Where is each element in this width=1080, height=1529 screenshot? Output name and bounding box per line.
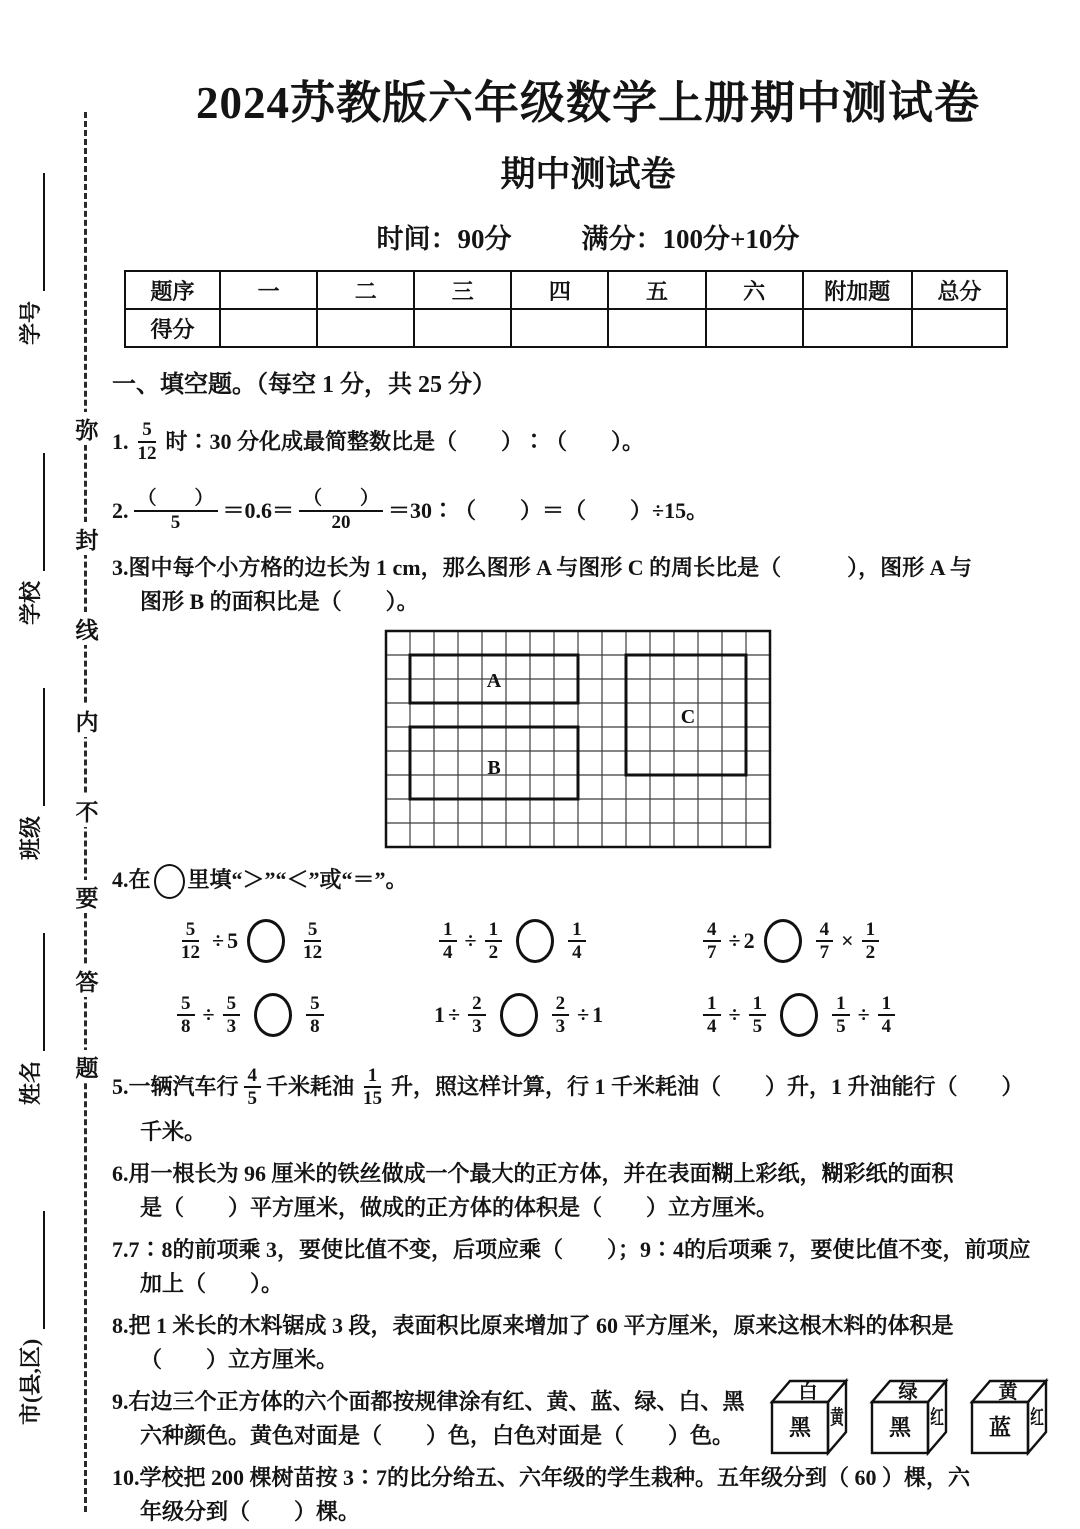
fraction: $\frac{( )}{5}$	[134, 488, 218, 534]
question-9-line2: 六种颜色。黄色对面是（ ）色，白色对面是（ ）色。	[140, 1423, 735, 1449]
seal-char: 要	[73, 880, 101, 913]
question-3-line2: 图形 B 的面积比是（ ）。	[140, 589, 419, 614]
cube-figure-3	[968, 1375, 1058, 1457]
fraction: $\frac{1}{5}$	[832, 993, 850, 1039]
question-5-post: 升，照这样计算，行 1 千米耗油（ ）升，1 升油能行（ ）	[391, 1074, 1024, 1100]
fraction: $\frac{1}{4}$	[439, 919, 457, 965]
cube-right-label: 红	[930, 1406, 944, 1430]
question-2-number: 2.	[112, 498, 129, 523]
question-2-eq2: ＝30∶（ ）＝（ ）÷15。	[388, 498, 709, 523]
score-table-score-row	[125, 309, 1007, 347]
fraction: $\frac{5}{8}$	[177, 993, 195, 1039]
divide-operator: ÷	[857, 1002, 870, 1028]
header-total: 总分	[912, 271, 1007, 309]
divide-operator: ÷	[464, 928, 477, 954]
district-blank	[41, 1211, 45, 1329]
class-label: 班级	[18, 815, 43, 860]
compare-circle-icon	[516, 919, 554, 963]
score-table-header-row	[125, 271, 1007, 309]
header-part-4: 四	[511, 271, 608, 309]
header-part-3: 三	[414, 271, 511, 309]
question-4-intro-pre: 在	[128, 867, 151, 892]
question-10-line1: 学校把 200 棵树苗按 3∶7的比分给五、六年级的学生栽种。五年级分到（ 60 ）棵，六	[139, 1465, 971, 1491]
cube-right-label: 红	[1030, 1406, 1044, 1430]
score-cell	[803, 309, 912, 347]
score-row-label: 得分	[125, 309, 220, 347]
section-1-heading: 一、填空题。（每空 1 分，共 25 分）	[112, 372, 496, 398]
cube-front-label: 黑	[788, 1415, 812, 1441]
fraction: $\frac{5}{3}$	[223, 993, 241, 1039]
divide-operator: ÷	[212, 928, 225, 954]
question-5	[112, 1059, 1064, 1149]
cube-figure-2	[868, 1375, 958, 1457]
question-7-line1: 7∶8的前项乘 3，要使比值不变，后项应乘（ ）；9∶4的后项乘 7，要使比值不变，前项应	[128, 1237, 1031, 1263]
fraction: $\frac{1}{2}$	[485, 919, 503, 965]
shape-c-label: C	[680, 706, 696, 728]
fraction: $\frac{5}{12}$	[137, 419, 157, 464]
seal-char: 题	[73, 1050, 101, 1083]
question-8	[112, 1309, 1064, 1377]
question-7-number: 7.	[112, 1237, 129, 1263]
question-1-text: 时∶30 分化成最简整数比是（ ）∶（ ）。	[165, 429, 645, 454]
district-field	[14, 1175, 45, 1425]
score-cell	[414, 309, 511, 347]
compare-expression-6	[698, 983, 900, 1047]
score-cell	[706, 309, 803, 347]
cube-front-label: 黑	[888, 1415, 912, 1441]
question-10-number: 10.	[112, 1465, 140, 1491]
fraction: $\frac{1}{2}$	[862, 919, 880, 965]
fraction: $\frac{4}{5}$	[244, 1065, 262, 1111]
district-label: 市(县,区)	[18, 1338, 43, 1425]
question-5-number: 5.	[112, 1074, 129, 1100]
school-field	[14, 435, 45, 625]
cube-top-label: 黄	[998, 1382, 1018, 1404]
cube-front-label: 蓝	[988, 1415, 1012, 1441]
question-6	[112, 1157, 1064, 1225]
seal-char: 弥	[73, 412, 101, 445]
school-blank	[41, 453, 45, 571]
score-cell	[912, 309, 1007, 347]
fraction: $\frac{4}{7}$	[703, 919, 721, 965]
question-5-mid: 千米耗油	[266, 1074, 355, 1100]
exam-info-line	[112, 217, 1064, 256]
scalar: 1	[434, 1002, 445, 1028]
fraction: $\frac{( )}{20}$	[299, 488, 383, 534]
cube-figure-1	[768, 1375, 858, 1457]
question-9-line1: 右边三个正方体的六个面都按规律涂有红、黄、蓝、绿、白、黑	[128, 1389, 745, 1415]
test-paper	[112, 0, 1064, 1529]
grid-figure	[384, 629, 772, 849]
question-4	[112, 863, 1064, 1047]
compare-circle-icon	[780, 993, 818, 1037]
fraction: $\frac{2}{3}$	[468, 993, 486, 1039]
question-7	[112, 1233, 1064, 1301]
question-5-pre: 一辆汽车行	[128, 1074, 239, 1100]
fraction: $\frac{1}{5}$	[749, 993, 767, 1039]
divide-operator: ÷	[728, 928, 741, 954]
seal-char: 封	[73, 522, 101, 555]
score-cell	[317, 309, 414, 347]
header-part-5: 五	[608, 271, 705, 309]
fraction: $\frac{2}{3}$	[552, 993, 570, 1039]
compare-circle-icon	[500, 993, 538, 1037]
compare-circle-icon	[764, 919, 802, 963]
divide-operator: ÷	[728, 1002, 741, 1028]
page-title: 2024苏教版六年级数学上册期中测试卷	[195, 78, 980, 128]
score-table	[124, 270, 1008, 348]
score-cell	[608, 309, 705, 347]
header-part-2: 二	[317, 271, 414, 309]
compare-circle-icon	[254, 993, 292, 1037]
seal-char: 不	[73, 794, 101, 827]
question-4-number: 4.	[112, 867, 129, 892]
question-7-line2: 加上（ ）。	[140, 1271, 284, 1297]
student-id-label: 学号	[18, 300, 43, 345]
seal-char: 内	[73, 704, 101, 737]
question-4-intro-post: 里填“＞”“＜”或“＝”。	[187, 867, 408, 892]
multiply-operator: ×	[841, 928, 854, 954]
class-blank	[41, 688, 45, 806]
question-6-line1: 用一根长为 96 厘米的铁丝做成一个最大的正方体，并在表面糊上彩纸，糊彩纸的面积	[128, 1161, 954, 1187]
cube-right-label: 黄	[830, 1406, 844, 1430]
fraction: $\frac{1}{4}$	[703, 993, 721, 1039]
school-label: 学校	[18, 580, 43, 625]
scalar: 2	[743, 928, 755, 954]
fraction: $\frac{5}{8}$	[306, 993, 324, 1039]
seal-char: 线	[73, 612, 101, 645]
name-label: 姓名	[18, 1060, 43, 1105]
header-bonus: 附加题	[803, 271, 912, 309]
header-question-order: 题序	[125, 271, 220, 309]
question-9	[112, 1382, 1064, 1453]
divide-operator: ÷	[577, 1002, 590, 1028]
question-4-row-1	[112, 909, 1064, 973]
question-4-row-2	[112, 983, 1064, 1047]
divide-operator: ÷	[448, 1002, 461, 1028]
cube-top-label: 白	[798, 1382, 818, 1404]
fraction: $\frac{1}{4}$	[568, 919, 586, 965]
question-1-number: 1.	[112, 429, 129, 454]
fraction: $\frac{1}{15}$	[363, 1064, 383, 1110]
compare-circle-icon	[247, 919, 285, 963]
seal-char: 答	[73, 964, 101, 997]
divide-operator: ÷	[202, 1002, 215, 1028]
fraction: $\frac{1}{4}$	[878, 993, 896, 1039]
scalar: 5	[227, 928, 239, 954]
fraction: $\frac{5}{12}$	[181, 918, 200, 964]
question-9-number: 9.	[112, 1389, 129, 1415]
question-2-eq1: ＝0.6＝	[222, 498, 295, 523]
question-2	[112, 481, 1064, 541]
shape-a-label: A	[486, 670, 502, 692]
compare-expression-1	[172, 909, 331, 973]
question-3-line1: 图中每个小方格的边长为 1 cm，那么图形 A 与图形 C 的周长比是（ ），图形 A 与	[128, 555, 972, 580]
page-subtitle: 期中测试卷	[500, 155, 676, 194]
score-cell	[511, 309, 608, 347]
fraction: $\frac{5}{12}$	[303, 918, 323, 964]
class-field	[14, 670, 45, 860]
name-field	[14, 915, 45, 1105]
header-part-6: 六	[706, 271, 803, 309]
fraction: $\frac{4}{7}$	[816, 919, 834, 965]
question-8-line1: 把 1 米长的木料锯成 3 段，表面积比原来增加了 60 平方厘米，原来这根木料的体积是	[128, 1313, 954, 1339]
header-part-1: 一	[220, 271, 317, 309]
student-id-field	[14, 155, 45, 345]
compare-expression-2	[434, 909, 591, 973]
compare-circle-icon	[154, 864, 185, 899]
question-5-line2: 千米。	[140, 1119, 207, 1145]
cube-figures	[768, 1375, 1058, 1457]
question-6-line2: 是（ ）平方厘米，做成的正方体的体积是（ ）立方厘米。	[140, 1195, 779, 1221]
question-1	[112, 413, 1064, 471]
seal-fold-line	[75, 112, 99, 1512]
question-10	[112, 1461, 1064, 1529]
shape-b-label: B	[487, 757, 501, 779]
question-3	[112, 551, 1064, 849]
question-6-number: 6.	[112, 1161, 129, 1187]
compare-expression-4	[172, 983, 329, 1047]
cube-top-label: 绿	[898, 1382, 918, 1404]
question-3-number: 3.	[112, 555, 129, 580]
question-8-line2: （ ）立方厘米。	[140, 1347, 339, 1373]
time-label: 时间：90分	[376, 224, 512, 254]
question-8-number: 8.	[112, 1313, 129, 1339]
student-id-blank	[41, 173, 45, 291]
name-blank	[41, 933, 45, 1051]
compare-expression-5	[434, 983, 603, 1047]
full-score-label: 满分：100分+10分	[581, 224, 800, 254]
score-cell	[220, 309, 317, 347]
question-10-line2: 年级分到（ ）棵。	[140, 1499, 361, 1525]
compare-expression-3	[698, 909, 884, 973]
scalar: 1	[592, 1002, 604, 1028]
